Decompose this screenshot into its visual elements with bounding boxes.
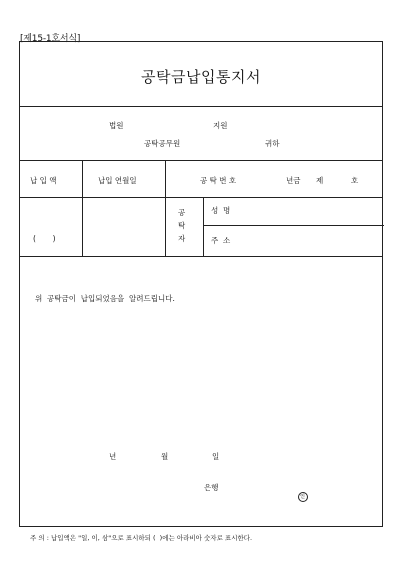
form-code: [제15-1호서식] [20, 34, 81, 44]
document-title: 공탁금납입통지서 [141, 68, 261, 86]
notice-body: 위 공탁금이 납입되었음을 알려드립니다. [35, 294, 175, 303]
depositor-label: 공 탁 자 [178, 208, 186, 243]
header-deposit-number: 공 탁 번 호 [200, 176, 237, 185]
amount-parentheses: ( ) [33, 234, 56, 243]
court-label: 법원 [109, 121, 124, 130]
header-je: 제 [316, 176, 324, 185]
header-amount: 납 입 액 [30, 176, 57, 185]
notice-form [19, 41, 383, 527]
header-date: 납입 연월일 [98, 176, 137, 185]
branch-label: 지원 [213, 121, 228, 130]
divider [203, 225, 384, 226]
header-ho: 호 [351, 176, 359, 185]
header-year: 년금 [286, 176, 301, 185]
date-month: 월 [161, 452, 169, 461]
bank-label: 은행 [204, 483, 219, 492]
divider [20, 256, 382, 257]
column-divider [203, 197, 204, 256]
date-day: 일 [212, 452, 220, 461]
name-label: 성 명 [211, 206, 231, 215]
honorific-label: 귀하 [265, 139, 280, 148]
seal-mark [288, 482, 308, 511]
address-label: 주 소 [211, 236, 231, 245]
divider [20, 197, 382, 198]
column-divider [82, 160, 83, 256]
divider [20, 160, 382, 161]
column-divider [165, 160, 166, 256]
officer-label: 공탁공무원 [144, 139, 181, 148]
divider [20, 106, 382, 107]
footnote: 주 의 : 납입액은 "일, 이, 삼"으로 표시하되 ( )에는 아라비아 숫자로 표시한다. [30, 534, 253, 542]
date-year: 년 [109, 452, 117, 461]
seal-icon: 인 [298, 492, 308, 502]
